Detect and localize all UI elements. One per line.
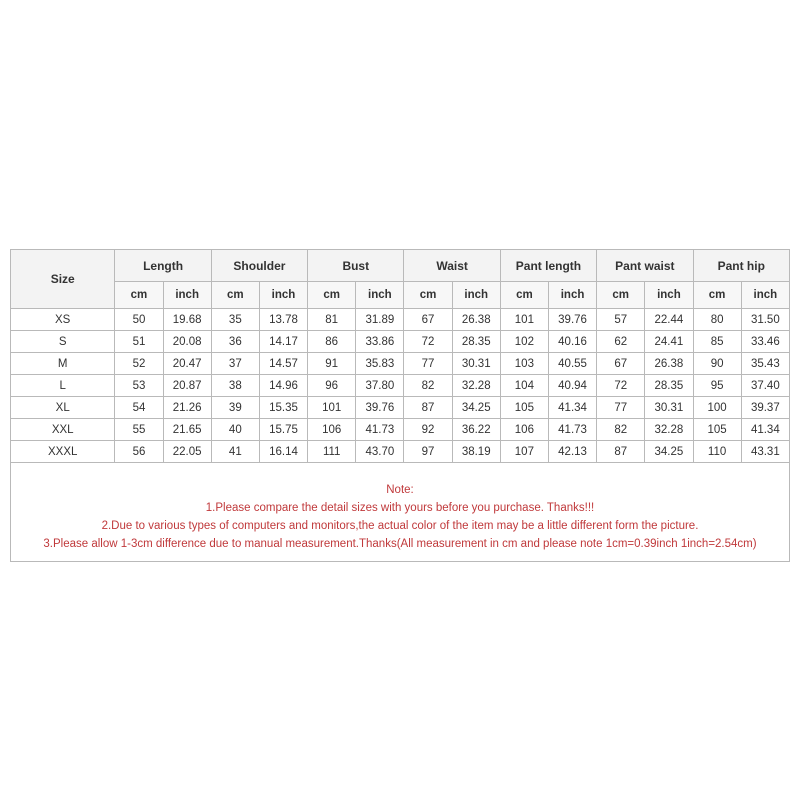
measurement-cell: 111 bbox=[308, 441, 356, 463]
measurement-cell: 40.55 bbox=[548, 353, 596, 375]
size-table bbox=[10, 249, 790, 463]
table-row bbox=[11, 397, 790, 419]
measurement-cell: 67 bbox=[597, 353, 645, 375]
note-line-2: 2.Due to various types of computers and monitors,the actual color of the item may be a little different form the picture. bbox=[101, 520, 699, 532]
measurement-cell: 20.47 bbox=[163, 353, 211, 375]
size-label: XL bbox=[11, 397, 115, 419]
measurement-cell: 14.57 bbox=[259, 353, 307, 375]
measurement-cell: 39 bbox=[211, 397, 259, 419]
notes-box bbox=[10, 463, 790, 562]
measurement-cell: 87 bbox=[597, 441, 645, 463]
measurement-cell: 35.43 bbox=[741, 353, 789, 375]
measurement-cell: 41.34 bbox=[548, 397, 596, 419]
measurement-cell: 62 bbox=[597, 331, 645, 353]
measurement-cell: 40.94 bbox=[548, 375, 596, 397]
unit-header: cm bbox=[115, 282, 163, 309]
size-label: M bbox=[11, 353, 115, 375]
measurement-cell: 28.35 bbox=[452, 331, 500, 353]
measurement-cell: 101 bbox=[308, 397, 356, 419]
measurement-cell: 19.68 bbox=[163, 309, 211, 331]
table-row bbox=[11, 441, 790, 463]
column-group-header: Shoulder bbox=[211, 250, 307, 282]
measurement-cell: 43.70 bbox=[356, 441, 404, 463]
measurement-cell: 85 bbox=[693, 331, 741, 353]
unit-header: cm bbox=[500, 282, 548, 309]
measurement-cell: 40.16 bbox=[548, 331, 596, 353]
measurement-cell: 35 bbox=[211, 309, 259, 331]
note-line-1: 1.Please compare the detail sizes with yours before you purchase. Thanks!!! bbox=[205, 502, 595, 514]
unit-header: inch bbox=[548, 282, 596, 309]
measurement-cell: 14.17 bbox=[259, 331, 307, 353]
header-unit-row bbox=[11, 282, 790, 309]
column-group-header: Pant waist bbox=[597, 250, 693, 282]
measurement-cell: 39.76 bbox=[548, 309, 596, 331]
measurement-cell: 96 bbox=[308, 375, 356, 397]
measurement-cell: 21.65 bbox=[163, 419, 211, 441]
measurement-cell: 31.50 bbox=[741, 309, 789, 331]
measurement-cell: 55 bbox=[115, 419, 163, 441]
size-label: L bbox=[11, 375, 115, 397]
measurement-cell: 103 bbox=[500, 353, 548, 375]
measurement-cell: 38 bbox=[211, 375, 259, 397]
note-title: Note: bbox=[386, 484, 414, 496]
measurement-cell: 50 bbox=[115, 309, 163, 331]
measurement-cell: 31.89 bbox=[356, 309, 404, 331]
measurement-cell: 107 bbox=[500, 441, 548, 463]
unit-header: inch bbox=[356, 282, 404, 309]
measurement-cell: 22.05 bbox=[163, 441, 211, 463]
measurement-cell: 36.22 bbox=[452, 419, 500, 441]
unit-header: cm bbox=[211, 282, 259, 309]
measurement-cell: 82 bbox=[597, 419, 645, 441]
measurement-cell: 53 bbox=[115, 375, 163, 397]
measurement-cell: 32.28 bbox=[452, 375, 500, 397]
table-row bbox=[11, 353, 790, 375]
measurement-cell: 41 bbox=[211, 441, 259, 463]
measurement-cell: 13.78 bbox=[259, 309, 307, 331]
unit-header: inch bbox=[452, 282, 500, 309]
table-row bbox=[11, 375, 790, 397]
measurement-cell: 92 bbox=[404, 419, 452, 441]
measurement-cell: 67 bbox=[404, 309, 452, 331]
measurement-cell: 90 bbox=[693, 353, 741, 375]
measurement-cell: 105 bbox=[693, 419, 741, 441]
unit-header: inch bbox=[163, 282, 211, 309]
measurement-cell: 80 bbox=[693, 309, 741, 331]
header-group-row bbox=[11, 250, 790, 282]
measurement-cell: 72 bbox=[404, 331, 452, 353]
measurement-cell: 100 bbox=[693, 397, 741, 419]
measurement-cell: 26.38 bbox=[645, 353, 693, 375]
measurement-cell: 105 bbox=[500, 397, 548, 419]
measurement-cell: 77 bbox=[597, 397, 645, 419]
measurement-cell: 37 bbox=[211, 353, 259, 375]
measurement-cell: 28.35 bbox=[645, 375, 693, 397]
measurement-cell: 41.73 bbox=[548, 419, 596, 441]
table-row bbox=[11, 331, 790, 353]
measurement-cell: 32.28 bbox=[645, 419, 693, 441]
measurement-cell: 81 bbox=[308, 309, 356, 331]
measurement-cell: 72 bbox=[597, 375, 645, 397]
column-group-header: Pant hip bbox=[693, 250, 790, 282]
size-label: S bbox=[11, 331, 115, 353]
measurement-cell: 41.73 bbox=[356, 419, 404, 441]
measurement-cell: 20.87 bbox=[163, 375, 211, 397]
measurement-cell: 52 bbox=[115, 353, 163, 375]
column-group-header: Length bbox=[115, 250, 211, 282]
measurement-cell: 104 bbox=[500, 375, 548, 397]
measurement-cell: 95 bbox=[693, 375, 741, 397]
measurement-cell: 106 bbox=[500, 419, 548, 441]
measurement-cell: 82 bbox=[404, 375, 452, 397]
measurement-cell: 106 bbox=[308, 419, 356, 441]
table-row bbox=[11, 309, 790, 331]
measurement-cell: 56 bbox=[115, 441, 163, 463]
measurement-cell: 39.76 bbox=[356, 397, 404, 419]
measurement-cell: 30.31 bbox=[645, 397, 693, 419]
measurement-cell: 14.96 bbox=[259, 375, 307, 397]
column-group-header: Bust bbox=[308, 250, 404, 282]
unit-header: cm bbox=[597, 282, 645, 309]
column-group-header: Pant length bbox=[500, 250, 596, 282]
measurement-cell: 40 bbox=[211, 419, 259, 441]
size-label: XS bbox=[11, 309, 115, 331]
measurement-cell: 54 bbox=[115, 397, 163, 419]
measurement-cell: 26.38 bbox=[452, 309, 500, 331]
measurement-cell: 20.08 bbox=[163, 331, 211, 353]
measurement-cell: 51 bbox=[115, 331, 163, 353]
measurement-cell: 102 bbox=[500, 331, 548, 353]
measurement-cell: 33.86 bbox=[356, 331, 404, 353]
unit-header: cm bbox=[308, 282, 356, 309]
size-column-header: Size bbox=[11, 250, 115, 309]
unit-header: inch bbox=[259, 282, 307, 309]
measurement-cell: 22.44 bbox=[645, 309, 693, 331]
size-chart bbox=[10, 249, 790, 562]
measurement-cell: 34.25 bbox=[452, 397, 500, 419]
measurement-cell: 86 bbox=[308, 331, 356, 353]
measurement-cell: 97 bbox=[404, 441, 452, 463]
unit-header: inch bbox=[645, 282, 693, 309]
unit-header: cm bbox=[404, 282, 452, 309]
measurement-cell: 35.83 bbox=[356, 353, 404, 375]
measurement-cell: 101 bbox=[500, 309, 548, 331]
measurement-cell: 91 bbox=[308, 353, 356, 375]
table-body bbox=[11, 309, 790, 463]
measurement-cell: 87 bbox=[404, 397, 452, 419]
measurement-cell: 15.35 bbox=[259, 397, 307, 419]
measurement-cell: 16.14 bbox=[259, 441, 307, 463]
measurement-cell: 36 bbox=[211, 331, 259, 353]
measurement-cell: 42.13 bbox=[548, 441, 596, 463]
measurement-cell: 39.37 bbox=[741, 397, 789, 419]
measurement-cell: 24.41 bbox=[645, 331, 693, 353]
measurement-cell: 43.31 bbox=[741, 441, 789, 463]
measurement-cell: 37.40 bbox=[741, 375, 789, 397]
table-row bbox=[11, 419, 790, 441]
measurement-cell: 21.26 bbox=[163, 397, 211, 419]
measurement-cell: 77 bbox=[404, 353, 452, 375]
unit-header: cm bbox=[693, 282, 741, 309]
column-group-header: Waist bbox=[404, 250, 500, 282]
measurement-cell: 38.19 bbox=[452, 441, 500, 463]
note-line-3: 3.Please allow 1-3cm difference due to manual measurement.Thanks(All measurement in cm and please note 1cm=0.39inch 1inch=2.54cm) bbox=[43, 538, 757, 550]
measurement-cell: 34.25 bbox=[645, 441, 693, 463]
size-label: XXL bbox=[11, 419, 115, 441]
measurement-cell: 57 bbox=[597, 309, 645, 331]
measurement-cell: 15.75 bbox=[259, 419, 307, 441]
unit-header: inch bbox=[741, 282, 789, 309]
measurement-cell: 37.80 bbox=[356, 375, 404, 397]
size-label: XXXL bbox=[11, 441, 115, 463]
measurement-cell: 33.46 bbox=[741, 331, 789, 353]
measurement-cell: 110 bbox=[693, 441, 741, 463]
measurement-cell: 30.31 bbox=[452, 353, 500, 375]
measurement-cell: 41.34 bbox=[741, 419, 789, 441]
